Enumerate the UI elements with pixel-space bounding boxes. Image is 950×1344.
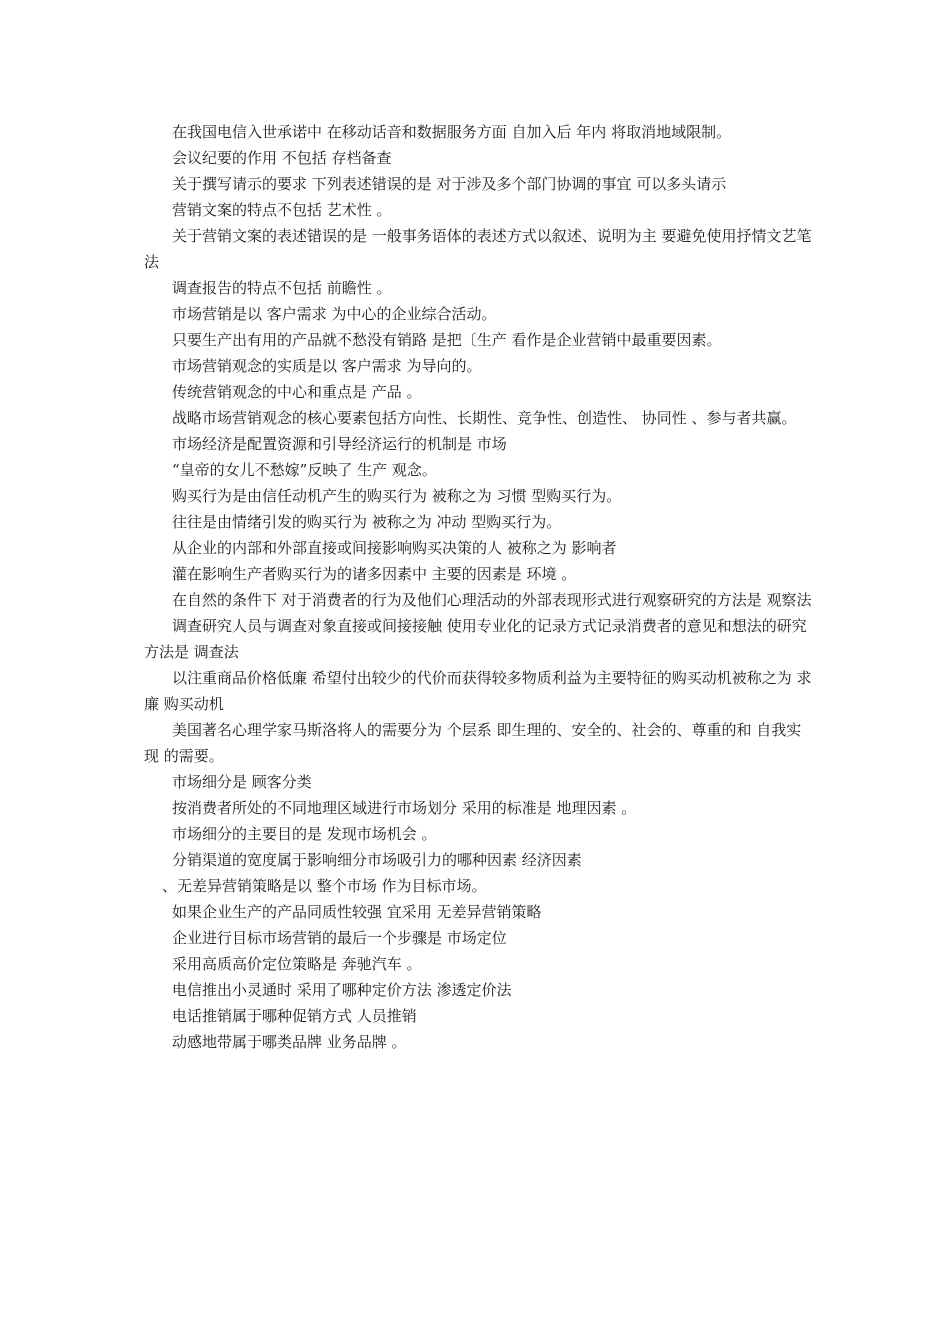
paragraph: 动感地带属于哪类品牌 业务品牌 。: [172, 1033, 407, 1051]
paragraph: 往往是由情绪引发的购买行为 被称之为 冲动 型购买行为。: [172, 513, 562, 531]
paragraph: 调查研究人员与调查对象直接或间接接触 使用专业化的记录方式记录消费者的意见和想法的研究方法是 调查法: [144, 617, 807, 661]
paragraph: 关于撰写请示的要求 下列表述错误的是 对于涉及多个部门协调的事宜 可以多头请示: [172, 175, 727, 193]
paragraph: 调查报告的特点不包括 前瞻性 。: [172, 279, 392, 297]
paragraph: 只要生产出有用的产品就不愁没有销路 是把〔生产 看作是企业营销中最重要因素。: [172, 331, 722, 349]
paragraph: 企业进行目标市场营销的最后一个步骤是 市场定位: [172, 929, 507, 947]
paragraph: 市场营销观念的实质是以 客户需求 为导向的。: [172, 357, 482, 375]
paragraph: 市场经济是配置资源和引导经济运行的机制是 市场: [172, 435, 507, 453]
paragraph: 电话推销属于哪种促销方式 人员推销: [172, 1007, 417, 1025]
paragraph: 、无差异营销策略是以 整个市场 作为目标市场。: [162, 877, 487, 895]
paragraph: 会议纪要的作用 不包括 存档备查: [172, 149, 392, 167]
paragraph: 分销渠道的宽度属于影响细分市场吸引力的哪种因素 经济因素: [172, 851, 582, 869]
document-body: [144, 119, 814, 1055]
paragraph: 营销文案的特点不包括 艺术性 。: [172, 201, 392, 219]
paragraph: 在我国电信入世承诺中 在移动话音和数据服务方面 自加入后 年内 将取消地域限制。: [172, 123, 732, 141]
paragraph: 灌在影响生产者购买行为的诸多因素中 主要的因素是 环境 。: [172, 565, 577, 583]
paragraph: 传统营销观念的中心和重点是 产品 。: [172, 383, 422, 401]
paragraph: 从企业的内部和外部直接或间接影响购买决策的人 被称之为 影响者: [172, 539, 617, 557]
paragraph: 战略市场营销观念的核心要素包括方向性、长期性、竞争性、创造性、 协同性 、参与者共赢。: [172, 409, 797, 427]
paragraph: 采用高质高价定位策略是 奔驰汽车 。: [172, 955, 422, 973]
paragraph: 美国著名心理学家马斯洛将人的需要分为 个层系 即生理的、安全的、社会的、尊重的和 自我实现 的需要。: [144, 721, 802, 765]
paragraph: 电信推出小灵通时 采用了哪种定价方法 渗透定价法: [172, 981, 512, 999]
paragraph: “皇帝的女儿不愁嫁”反映了 生产 观念。: [172, 461, 437, 479]
paragraph: 购买行为是由信任动机产生的购买行为 被称之为 习惯 型购买行为。: [172, 487, 622, 505]
paragraph: 以注重商品价格低廉 希望付出较少的代价而获得较多物质利益为主要特征的购买动机被称之为 求廉 购买动机: [144, 669, 812, 713]
paragraph: 市场细分是 顾客分类: [172, 773, 312, 791]
paragraph: 市场营销是以 客户需求 为中心的企业综合活动。: [172, 305, 497, 323]
paragraph: 按消费者所处的不同地理区域进行市场划分 采用的标准是 地理因素 。: [172, 799, 637, 817]
paragraph: 如果企业生产的产品同质性较强 宜采用 无差异营销策略: [172, 903, 542, 921]
paragraph: 市场细分的主要目的是 发现市场机会 。: [172, 825, 437, 843]
paragraph: 在自然的条件下 对于消费者的行为及他们心理活动的外部表现形式进行观察研究的方法是 观察法: [172, 591, 812, 609]
paragraph: 关于营销文案的表述错误的是 一般事务语体的表述方式以叙述、说明为主 要避免使用抒情文艺笔法: [144, 227, 812, 271]
